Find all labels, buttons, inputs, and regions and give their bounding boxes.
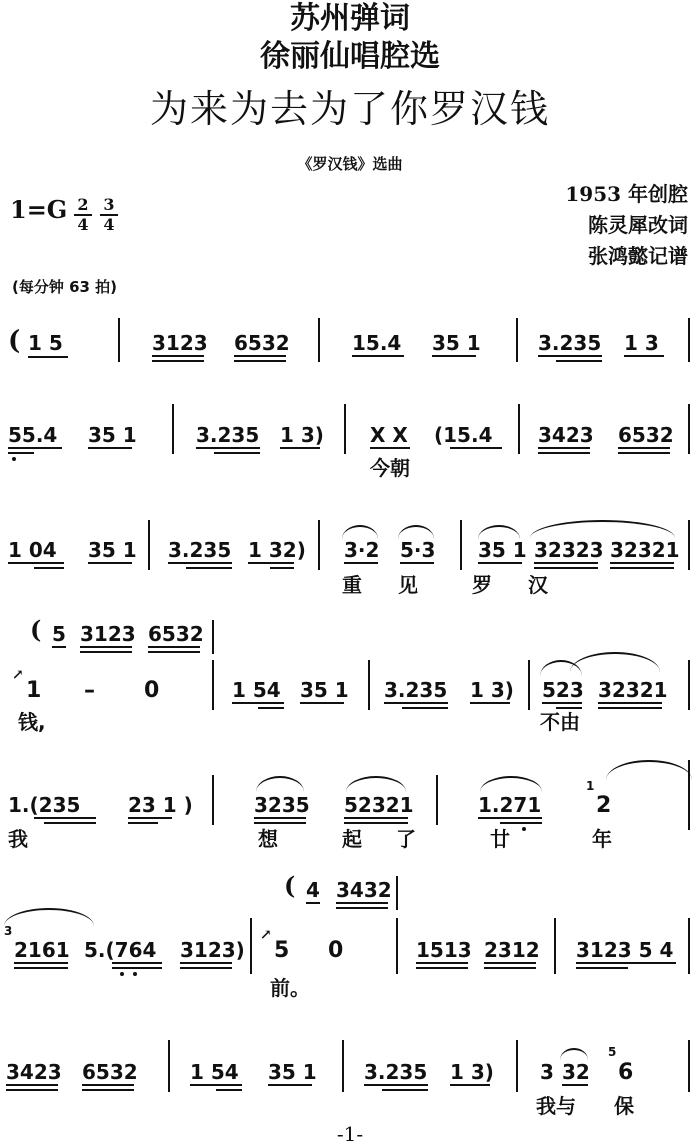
underline bbox=[52, 646, 66, 648]
barline bbox=[688, 660, 690, 710]
note-group: 6532 bbox=[234, 331, 290, 355]
tempo-marking: (每分钟 63 拍) bbox=[12, 278, 118, 296]
underline bbox=[306, 902, 320, 904]
underline bbox=[82, 1089, 134, 1091]
underline bbox=[534, 567, 598, 569]
time-2-top: 3 bbox=[103, 195, 115, 214]
barline bbox=[688, 520, 690, 570]
lyric: 汉 bbox=[528, 573, 548, 597]
note-group: 1 54 bbox=[232, 678, 281, 702]
underline bbox=[450, 1084, 490, 1086]
barline bbox=[318, 318, 320, 362]
note-group: 5.(764 bbox=[84, 938, 157, 962]
underline bbox=[556, 707, 582, 709]
note-group: 1 3) bbox=[470, 678, 514, 702]
note-group: 32321 bbox=[610, 538, 680, 562]
note-group: 35 1 bbox=[268, 1060, 317, 1084]
underline bbox=[248, 562, 294, 564]
note-group: 4 bbox=[306, 878, 320, 902]
underline bbox=[344, 817, 408, 819]
underline bbox=[478, 817, 542, 819]
underline bbox=[432, 355, 476, 357]
grace-note: 3 bbox=[4, 924, 13, 938]
underline bbox=[112, 962, 162, 964]
low-octave-dot bbox=[12, 457, 16, 461]
underline bbox=[416, 967, 468, 969]
underline bbox=[484, 967, 536, 969]
barline bbox=[396, 918, 398, 974]
underline bbox=[336, 902, 388, 904]
underline bbox=[80, 651, 132, 653]
note-group: 3423 bbox=[538, 423, 594, 447]
underline bbox=[8, 452, 34, 454]
barline bbox=[688, 404, 690, 454]
lyric: 年 bbox=[592, 827, 612, 851]
underline bbox=[534, 562, 598, 564]
note-group: 3432 bbox=[336, 878, 392, 902]
lyric: 前。 bbox=[270, 976, 310, 1000]
credit-transcriber: 张鸿懿记谱 bbox=[588, 244, 688, 268]
lyric: 保 bbox=[614, 1094, 634, 1118]
grace-note: 1 bbox=[586, 779, 595, 793]
underline bbox=[484, 962, 536, 964]
barline bbox=[688, 918, 690, 974]
paren-open: ( bbox=[8, 326, 21, 356]
rest: 0 bbox=[328, 938, 344, 963]
note-group: 3.235 bbox=[538, 331, 602, 355]
note-group: 23 1 ) bbox=[128, 793, 193, 817]
note-group: 35 1 bbox=[88, 538, 137, 562]
note-group: 1.(235 bbox=[8, 793, 81, 817]
low-octave-dot bbox=[522, 827, 526, 831]
underline bbox=[384, 702, 448, 704]
note-group: 5 bbox=[52, 622, 66, 646]
underline bbox=[234, 360, 286, 362]
barline bbox=[516, 318, 518, 362]
slur bbox=[478, 525, 520, 539]
underline bbox=[280, 447, 320, 449]
lyric: 今朝 bbox=[370, 456, 410, 480]
underline bbox=[450, 447, 502, 449]
underline bbox=[196, 447, 260, 449]
lyric: 罗 bbox=[472, 573, 492, 597]
underline bbox=[618, 452, 670, 454]
underline bbox=[180, 967, 232, 969]
underline bbox=[400, 562, 434, 564]
slur bbox=[256, 776, 304, 792]
underline bbox=[370, 447, 410, 449]
underline bbox=[598, 707, 662, 709]
underline bbox=[180, 962, 232, 964]
lyric: 廿 bbox=[490, 827, 510, 851]
barline bbox=[436, 775, 438, 825]
note-group: 3123 bbox=[152, 331, 208, 355]
slur bbox=[570, 652, 660, 672]
underline bbox=[382, 1089, 428, 1091]
slur bbox=[606, 760, 692, 780]
lyric: 我与 bbox=[536, 1094, 576, 1118]
slur bbox=[530, 520, 675, 538]
slur bbox=[480, 776, 542, 792]
time-1-top: 2 bbox=[77, 195, 89, 214]
lyric: 钱, bbox=[18, 710, 46, 734]
key-signature: 1=G bbox=[10, 195, 68, 224]
note-group: 52321 bbox=[344, 793, 414, 817]
note-group: 35 1 bbox=[300, 678, 349, 702]
barline bbox=[688, 1040, 690, 1092]
underline bbox=[268, 1084, 312, 1086]
underline bbox=[344, 562, 378, 564]
credit-year: 1953 年创腔 bbox=[565, 182, 688, 206]
note-group: 2161 bbox=[14, 938, 70, 962]
note-group: 6532 bbox=[148, 622, 204, 646]
song-title: 为来为去为了你罗汉钱 bbox=[149, 87, 550, 131]
underline bbox=[416, 962, 468, 964]
underline bbox=[470, 702, 510, 704]
dash: – bbox=[84, 678, 95, 703]
note-group: 3123 5 4 bbox=[576, 938, 674, 962]
note: 2 bbox=[596, 793, 612, 818]
underline bbox=[14, 967, 68, 969]
note-group: 32321 bbox=[598, 678, 668, 702]
underline bbox=[112, 967, 162, 969]
barline bbox=[688, 760, 690, 830]
underline bbox=[352, 355, 404, 357]
note-group: 32 bbox=[562, 1060, 590, 1084]
underline bbox=[8, 447, 62, 449]
slur bbox=[342, 525, 378, 539]
note-group: 35 1 bbox=[478, 538, 527, 562]
grace-mark-icon: ↗ bbox=[260, 927, 272, 943]
barline bbox=[554, 918, 556, 974]
underline bbox=[254, 822, 306, 824]
barline bbox=[688, 318, 690, 362]
underline bbox=[216, 1089, 242, 1091]
time-signature-2 bbox=[100, 196, 118, 234]
underline bbox=[556, 360, 602, 362]
note-group: 6532 bbox=[618, 423, 674, 447]
note-group: 1 5 bbox=[28, 331, 63, 355]
slur bbox=[560, 1048, 588, 1060]
note: 5 bbox=[274, 938, 290, 963]
heading-collection: 徐丽仙唱腔选 bbox=[260, 39, 440, 74]
note-group: 3·2 bbox=[344, 538, 380, 562]
barline bbox=[344, 404, 346, 454]
lyric: 见 bbox=[398, 573, 418, 597]
underline bbox=[234, 355, 286, 357]
barline bbox=[342, 1040, 344, 1092]
note-group: 35 1 bbox=[432, 331, 481, 355]
underline bbox=[576, 962, 676, 964]
underline bbox=[576, 967, 628, 969]
paren-open: ( bbox=[284, 871, 296, 900]
note-group: 2312 bbox=[484, 938, 540, 962]
underline bbox=[538, 452, 590, 454]
underline bbox=[214, 452, 260, 454]
note-group: 15.4 bbox=[352, 331, 402, 355]
underline bbox=[148, 646, 200, 648]
underline bbox=[500, 822, 542, 824]
barline bbox=[518, 404, 520, 454]
underline bbox=[6, 1089, 58, 1091]
barline bbox=[212, 620, 214, 654]
note-group: 1513 bbox=[416, 938, 472, 962]
barline bbox=[250, 918, 252, 974]
rest: 0 bbox=[144, 678, 160, 703]
underline bbox=[538, 447, 590, 449]
underline bbox=[300, 702, 344, 704]
underline bbox=[128, 817, 172, 819]
time-2-bottom: 4 bbox=[100, 214, 118, 234]
underline bbox=[344, 822, 408, 824]
note-group: 3.235 bbox=[364, 1060, 428, 1084]
underline bbox=[190, 1084, 242, 1086]
note-group: (15.4 bbox=[434, 423, 493, 447]
time-1-bottom: 4 bbox=[74, 214, 92, 234]
underline bbox=[610, 562, 674, 564]
underline bbox=[34, 817, 96, 819]
lyric: 了 bbox=[396, 827, 416, 851]
underline bbox=[152, 355, 204, 357]
grace-mark-icon: ↗ bbox=[12, 667, 24, 683]
underline bbox=[80, 646, 132, 648]
barline bbox=[118, 318, 120, 362]
song-source: 《罗汉钱》选曲 bbox=[297, 155, 403, 173]
underline bbox=[618, 447, 670, 449]
barline bbox=[396, 876, 398, 910]
barline bbox=[516, 1040, 518, 1092]
note-group: 1 3 bbox=[624, 331, 659, 355]
credit-lyricist: 陈灵犀改词 bbox=[588, 213, 688, 237]
note-group: 6532 bbox=[82, 1060, 138, 1084]
barline bbox=[168, 1040, 170, 1092]
note: 3 bbox=[540, 1060, 554, 1084]
note-group: 32323 bbox=[534, 538, 604, 562]
slur bbox=[346, 776, 406, 792]
note-group: 5·3 bbox=[400, 538, 436, 562]
underline bbox=[88, 562, 132, 564]
note-group: 3123 bbox=[80, 622, 136, 646]
low-octave-dot bbox=[133, 972, 137, 976]
page-number: -1- bbox=[336, 1122, 364, 1146]
underline bbox=[402, 707, 448, 709]
note-group: 1 04 bbox=[8, 538, 57, 562]
slur bbox=[4, 908, 94, 926]
note-group: 1 54 bbox=[190, 1060, 239, 1084]
note-group: X X bbox=[370, 423, 408, 447]
underline bbox=[186, 567, 232, 569]
underline bbox=[28, 356, 68, 358]
grace-note: 5 bbox=[608, 1045, 617, 1059]
paren-open: ( bbox=[30, 615, 42, 644]
note-group: 1.271 bbox=[478, 793, 542, 817]
underline bbox=[478, 562, 522, 564]
underline bbox=[8, 562, 64, 564]
note-group: 1 3) bbox=[280, 423, 324, 447]
barline bbox=[318, 520, 320, 570]
underline bbox=[270, 567, 294, 569]
underline bbox=[538, 355, 602, 357]
barline bbox=[212, 775, 214, 825]
underline bbox=[82, 1084, 134, 1086]
underline bbox=[562, 1084, 588, 1086]
underline bbox=[148, 651, 200, 653]
underline bbox=[258, 707, 284, 709]
note-group: 3.235 bbox=[168, 538, 232, 562]
lyric: 起 bbox=[342, 827, 362, 851]
underline bbox=[610, 567, 674, 569]
note: 6 bbox=[618, 1060, 634, 1085]
note-group: 1 3) bbox=[450, 1060, 494, 1084]
underline bbox=[14, 962, 68, 964]
note-group: 3423 bbox=[6, 1060, 62, 1084]
lyric: 重 bbox=[342, 573, 362, 597]
underline bbox=[44, 822, 96, 824]
note-group: 55.4 bbox=[8, 423, 58, 447]
note-group: 523 bbox=[542, 678, 584, 702]
underline bbox=[598, 702, 662, 704]
note-group: 3.235 bbox=[196, 423, 260, 447]
underline bbox=[542, 702, 582, 704]
barline bbox=[148, 520, 150, 570]
barline bbox=[460, 520, 462, 570]
barline bbox=[368, 660, 370, 710]
underline bbox=[128, 822, 158, 824]
underline bbox=[34, 567, 64, 569]
underline bbox=[336, 907, 388, 909]
note-group: 35 1 bbox=[88, 423, 137, 447]
note-group: 3235 bbox=[254, 793, 310, 817]
barline bbox=[212, 660, 214, 710]
note-group: 3.235 bbox=[384, 678, 448, 702]
note-group: 3123) bbox=[180, 938, 245, 962]
lyric: 我 bbox=[8, 827, 28, 851]
lyric: 不由 bbox=[540, 710, 580, 734]
barline bbox=[172, 404, 174, 454]
lyric: 想 bbox=[258, 827, 278, 851]
underline bbox=[254, 817, 306, 819]
underline bbox=[624, 355, 664, 357]
underline bbox=[6, 1084, 58, 1086]
barline bbox=[528, 660, 530, 710]
underline bbox=[88, 447, 132, 449]
underline bbox=[152, 360, 204, 362]
low-octave-dot bbox=[120, 972, 124, 976]
underline bbox=[364, 1084, 428, 1086]
underline bbox=[232, 702, 284, 704]
note-group: 1 32) bbox=[248, 538, 306, 562]
slur bbox=[398, 525, 434, 539]
heading-genre: 苏州弹词 bbox=[290, 1, 410, 36]
underline bbox=[168, 562, 232, 564]
time-signature-1 bbox=[74, 196, 92, 234]
note: 1 bbox=[26, 678, 42, 703]
